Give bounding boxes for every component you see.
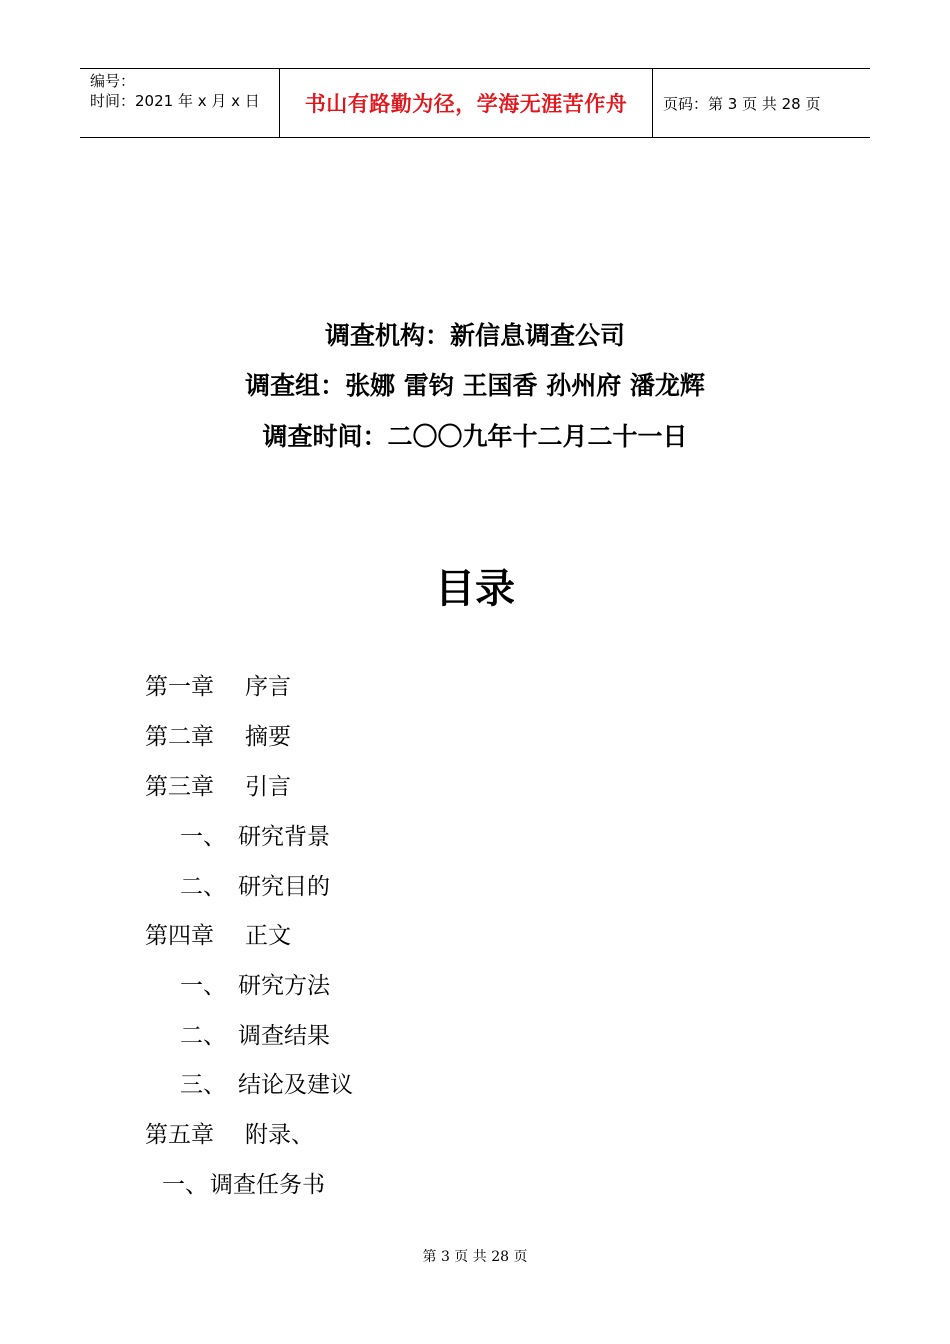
toc-item-number: 一、 — [162, 1172, 208, 1198]
toc-item — [145, 1116, 314, 1149]
toc-item-label: 调查结果 — [238, 1023, 330, 1049]
header-motto-cell — [280, 69, 653, 137]
header-time-label: 时间：2021 年 x 月 x 日 — [90, 92, 260, 110]
toc-item — [180, 868, 330, 901]
toc-item-label: 序言 — [245, 674, 291, 700]
toc-item — [180, 1066, 353, 1099]
survey-group: 调查组：张娜 雷钧 王国香 孙州府 潘龙辉 — [245, 371, 705, 400]
toc-item-label: 正文 — [245, 923, 291, 949]
header-meta — [80, 69, 280, 137]
toc-item-number: 第四章 — [145, 923, 214, 949]
toc-title: 目录 — [435, 566, 515, 612]
toc-item — [145, 718, 291, 751]
header-motto: 书山有路勤为径，学海无涯苦作舟 — [304, 92, 628, 116]
toc-item-label: 引言 — [245, 774, 291, 800]
toc-item-label: 摘要 — [245, 724, 291, 750]
toc-item-number: 一、 — [180, 824, 226, 850]
toc-item — [162, 1166, 325, 1199]
header-number-label: 编号： — [90, 72, 136, 90]
toc-item-label: 调查任务书 — [210, 1172, 325, 1198]
toc-item-label: 研究方法 — [238, 973, 330, 999]
toc-item-number: 第一章 — [145, 674, 214, 700]
toc-item-number: 第二章 — [145, 724, 214, 750]
toc-item-label: 附录、 — [245, 1122, 314, 1148]
toc-item-label: 研究背景 — [238, 824, 330, 850]
survey-date: 调查时间：二〇〇九年十二月二十一日 — [262, 422, 688, 451]
toc-item — [180, 1017, 330, 1050]
toc-item — [145, 768, 291, 801]
toc-item-number: 第五章 — [145, 1122, 214, 1148]
toc-item — [180, 967, 330, 1000]
page-header — [80, 68, 870, 138]
survey-org: 调查机构：新信息调查公司 — [324, 321, 625, 350]
toc-item-label: 研究目的 — [238, 874, 330, 900]
toc-item-label: 结论及建议 — [238, 1072, 353, 1098]
toc-item-number: 三、 — [180, 1072, 226, 1098]
toc-item-number: 二、 — [180, 874, 226, 900]
toc-item-number: 一、 — [180, 973, 226, 999]
header-page-info: 页码：第 3 页 共 28 页 — [663, 94, 821, 113]
page-footer: 第 3 页 共 28 页 — [422, 1249, 528, 1265]
toc-item — [180, 818, 330, 851]
toc-item — [145, 917, 291, 950]
toc-item-number: 第三章 — [145, 774, 214, 800]
toc-item — [145, 668, 291, 701]
toc-item-number: 二、 — [180, 1023, 226, 1049]
